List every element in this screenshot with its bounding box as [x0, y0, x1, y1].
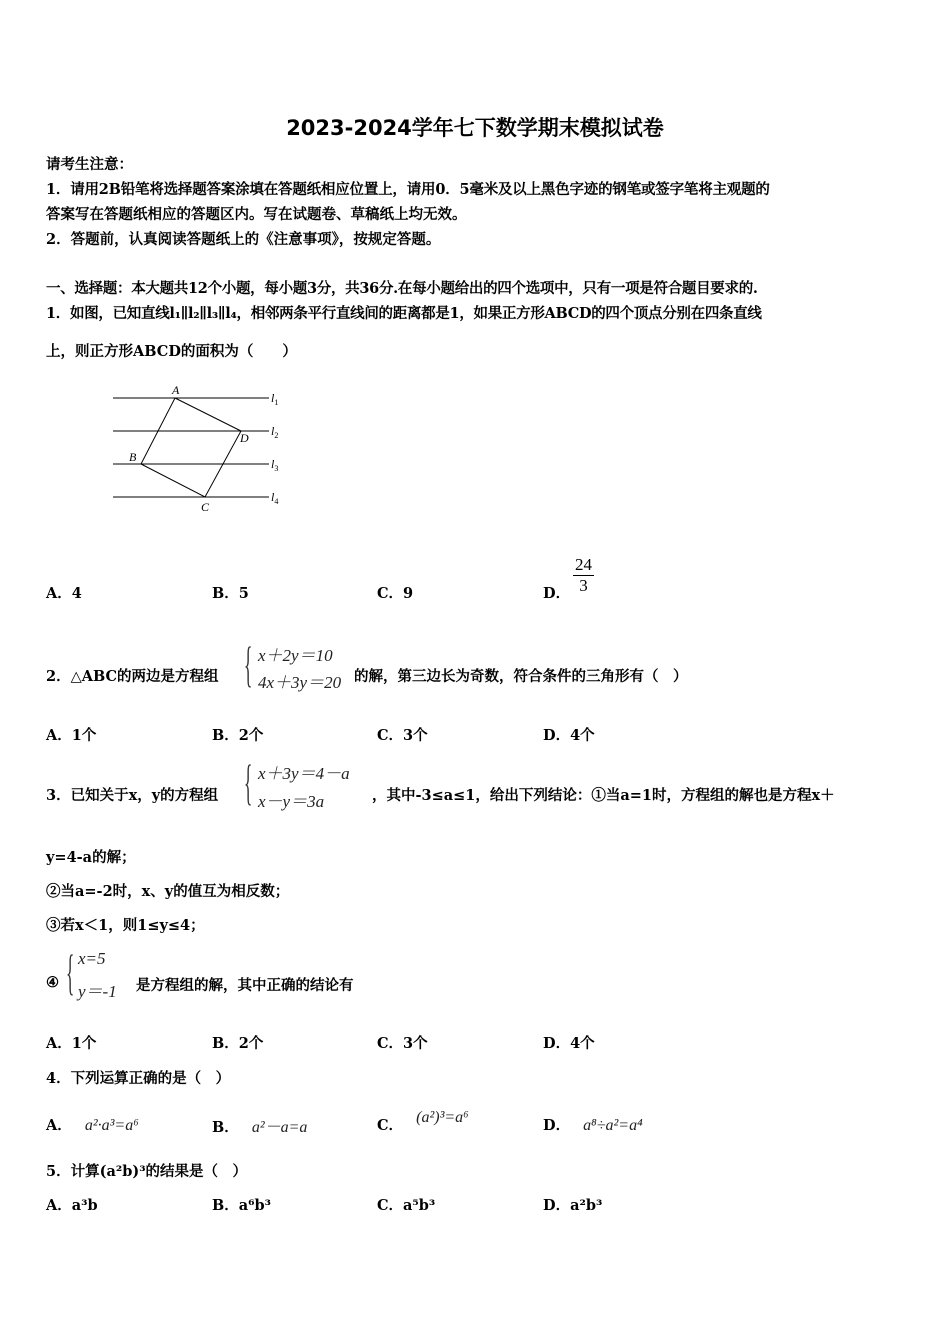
square-abcd: [141, 398, 241, 497]
label-c: C: [201, 500, 210, 514]
notice-line-3: 2．答题前，认真阅读答题纸上的《注意事项》，按规定答题。: [46, 231, 441, 248]
q5-option-d[interactable]: D．a²b³: [543, 1197, 603, 1214]
q3-equation-2: x－y＝3a: [258, 792, 325, 811]
q3-c4-equation-1: x=5: [78, 949, 106, 968]
q4-option-c[interactable]: [377, 1109, 469, 1135]
q3-option-b[interactable]: B．2个: [212, 1035, 264, 1052]
q3-c4-equation-2: y＝-1: [78, 982, 117, 1001]
q4-option-d-expr: a⁸÷a²=a⁴: [583, 1117, 643, 1134]
q4-option-b-expr: a²－a=a: [251, 1119, 308, 1136]
q1-option-d-fraction: [573, 555, 594, 596]
q1-text-line2: 上，则正方形ABCD的面积为（ ）: [46, 343, 297, 360]
q2-equation-1: x＋2y＝10: [258, 646, 333, 665]
label-d: D: [240, 431, 249, 445]
q4-option-d-label: D．: [543, 1117, 571, 1134]
page-title: 2023-2024学年七下数学期末模拟试卷: [286, 116, 664, 140]
q1-option-c[interactable]: C．9: [377, 585, 414, 602]
q1-option-d-label: D．: [543, 585, 571, 602]
q2-equation-2: 4x＋3y＝20: [258, 673, 342, 692]
q2-prefix: 2．△ABC的两边是方程组: [46, 668, 219, 685]
q4-option-b[interactable]: [212, 1114, 307, 1137]
q3-brace: {: [244, 754, 253, 810]
q1-option-a[interactable]: A．4: [46, 585, 82, 602]
q2-option-b[interactable]: B．2个: [212, 727, 264, 744]
q3-equation-1: x＋3y＝4－a: [258, 764, 350, 783]
section-heading: 一、选择题：本大题共12个小题，每小题3分，共36分.在每小题给出的四个选项中，只有一项是符合题目要求的.: [46, 280, 758, 297]
fraction-numerator: 24: [575, 555, 592, 574]
q3-c4-brace: {: [66, 944, 75, 1000]
label-b: B: [129, 450, 137, 464]
q4-option-a-label: A．: [46, 1117, 72, 1134]
label-l1: $l_1$: [271, 391, 279, 407]
q4-option-c-expr: (a²)³=a⁶: [416, 1109, 469, 1126]
notice-line-1: 1．请用2B铅笔将选择题答案涂填在答题纸相应位置上，请用0．5毫米及以上黑色字迹的钢笔或签字笔将主观题的: [46, 181, 770, 198]
label-l4: $l_4$: [271, 490, 279, 506]
q5-text: 5．计算(a²b)³的结果是（ ）: [46, 1163, 248, 1180]
q4-option-b-label: B．: [212, 1119, 239, 1136]
q3-conclusion-3: ③若x＜1，则1≤y≤4；: [46, 917, 205, 934]
fraction-denominator: 3: [579, 576, 588, 595]
q2-option-c[interactable]: C．3个: [377, 727, 428, 744]
q1-option-d[interactable]: [543, 582, 570, 603]
q3-option-c[interactable]: C．3个: [377, 1035, 428, 1052]
q1-option-b[interactable]: B．5: [212, 585, 249, 602]
q3-conclusion-4-label: ④: [46, 974, 59, 991]
label-l2: $l_2$: [271, 424, 279, 440]
notice-line-2: 答案写在答题纸相应的答题区内。写在试题卷、草稿纸上均无效。: [46, 206, 467, 223]
q3-conclusion-4-suffix: 是方程组的解，其中正确的结论有: [136, 977, 354, 994]
q3-prefix: 3．已知关于x，y的方程组: [46, 787, 219, 804]
q3-option-a[interactable]: A．1个: [46, 1035, 97, 1052]
q3-option-d[interactable]: D．4个: [543, 1035, 595, 1052]
q5-option-c[interactable]: C．a⁵b³: [377, 1197, 436, 1214]
q4-option-a-expr: a²·a³=a⁶: [84, 1117, 139, 1134]
q1-text-line1: 1．如图，已知直线l₁∥l₂∥l₃∥l₄，相邻两条平行直线间的距离都是1，如果正方形ABCD的四个顶点分别在四条直线: [46, 305, 762, 322]
q4-text: 4．下列运算正确的是（ ）: [46, 1070, 231, 1087]
q3-line-2: y=4-a的解；: [46, 849, 136, 866]
notice-heading: 请考生注意：: [46, 156, 133, 173]
q1-parallel-lines-figure: [105, 380, 295, 515]
q2-brace: {: [244, 636, 253, 692]
q4-option-d[interactable]: [543, 1114, 643, 1135]
q5-option-b[interactable]: B．a⁶b³: [212, 1197, 271, 1214]
label-l3: $l_3$: [271, 457, 279, 473]
q5-option-a[interactable]: A．a³b: [46, 1197, 98, 1214]
q2-option-a[interactable]: A．1个: [46, 727, 97, 744]
label-a: A: [172, 383, 180, 397]
q3-conclusion-2: ②当a=-2时，x、y的值互为相反数；: [46, 883, 290, 900]
q4-option-c-label: C．: [377, 1117, 404, 1134]
q4-option-a[interactable]: [46, 1114, 139, 1135]
q3-suffix: ，其中-3≤a≤1，给出下列结论：①当a=1时，方程组的解也是方程x＋: [372, 787, 835, 804]
q2-suffix: 的解，第三边长为奇数，符合条件的三角形有（ ）: [354, 668, 688, 685]
q2-option-d[interactable]: D．4个: [543, 727, 595, 744]
